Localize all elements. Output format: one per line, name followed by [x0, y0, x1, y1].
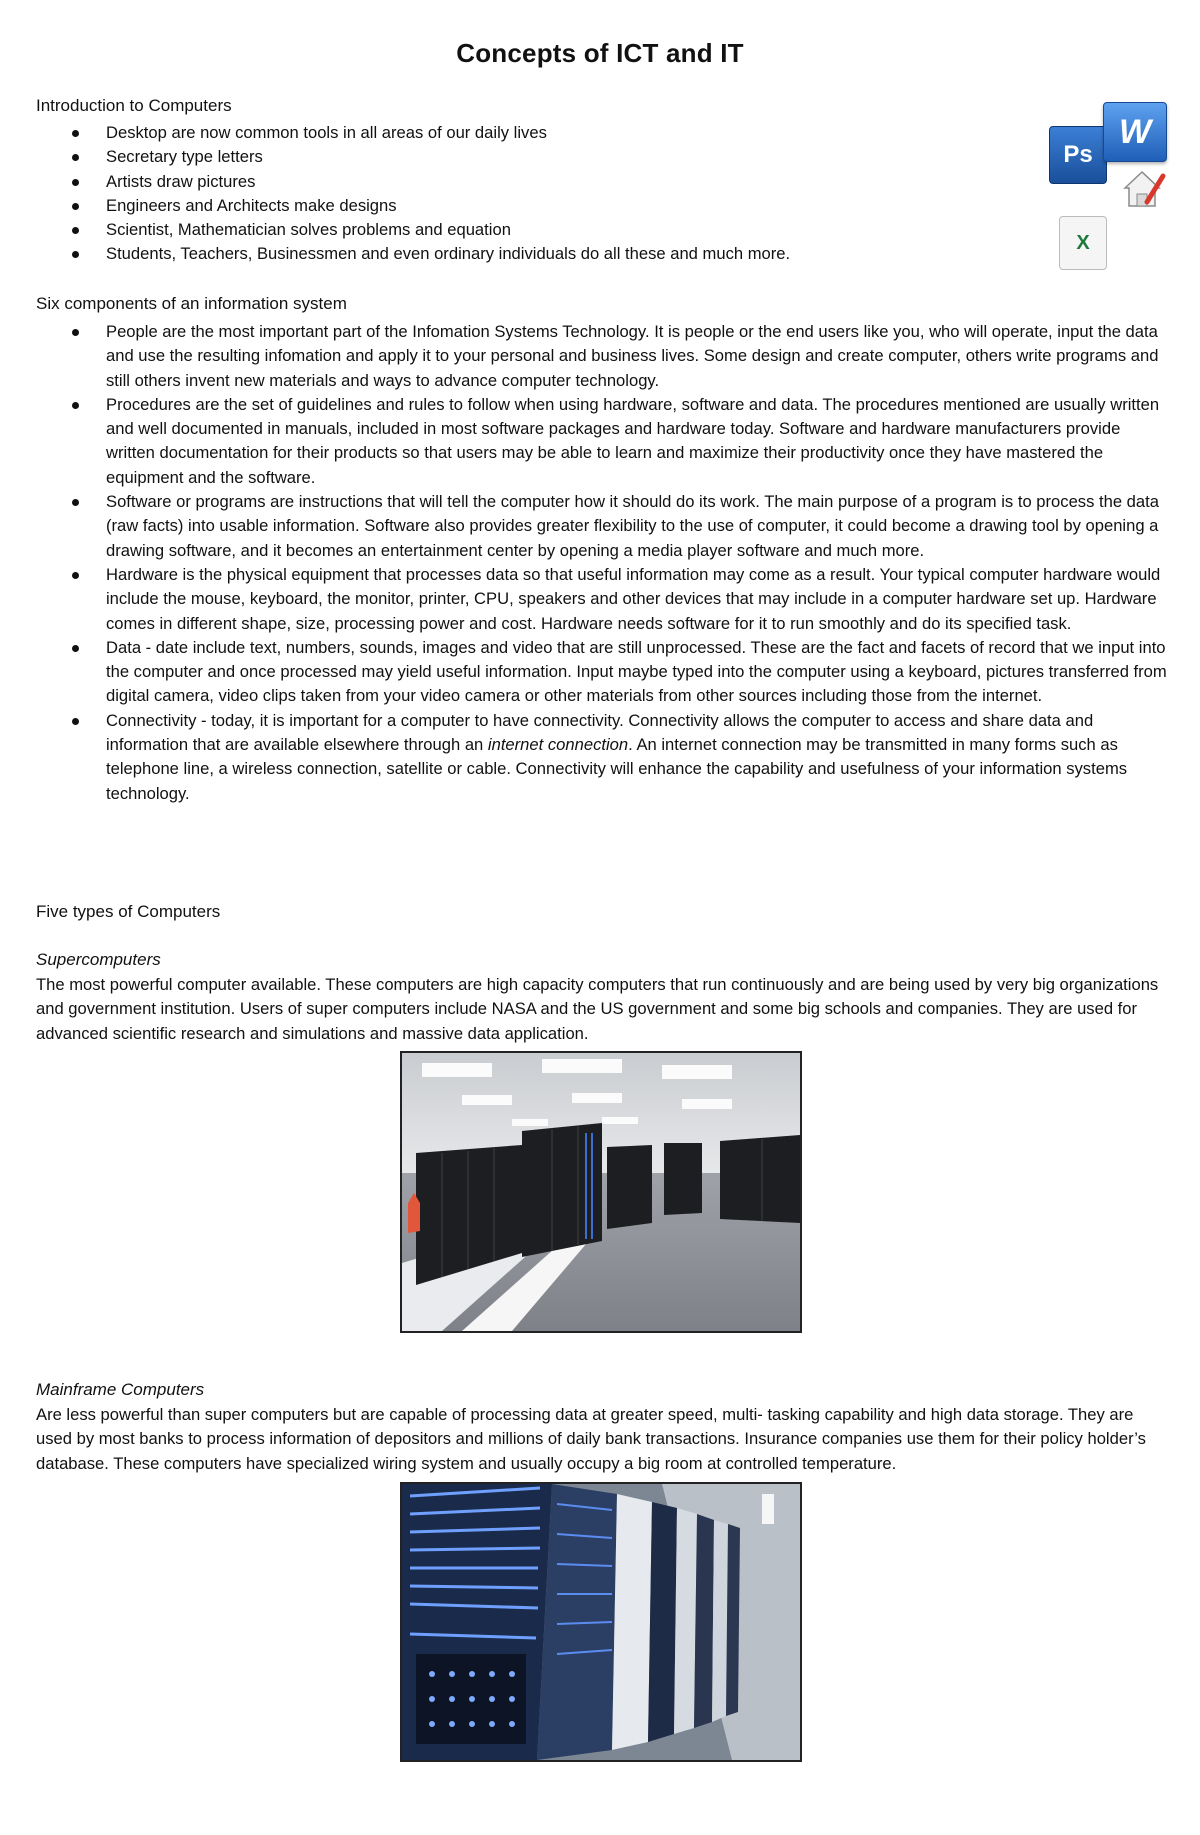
list-item: Artists draw pictures	[36, 170, 996, 194]
list-item: Engineers and Architects make designs	[36, 194, 996, 218]
components-heading: Six components of an information system	[36, 294, 347, 313]
list-item: Data - date include text, numbers, sounds, images and video that are still unprocessed. These are the fact and facets of record that we input into the computer and once processed may yield useful information. Input maybe typed into the computer using a keyboard, pictures transferred from digital camera, video clips taken from your video camera or other materials from other sources including those from the internet.	[36, 636, 1171, 709]
mainframe-text: Are less powerful than super computers but are capable of processing data at greater speed, multi- tasking capability and high data storage. They are used by most banks to process information of depositors and millions of daily bank transactions. Insurance companies use them for their policy holder’s database. These computers have specialized wiring system and usually occupy a big room at controlled temperature.	[36, 1405, 1146, 1473]
list-item: Scientist, Mathematician solves problems and equation	[36, 218, 996, 242]
supercomputers-heading: Supercomputers	[36, 950, 161, 969]
list-item: Students, Teachers, Businessmen and even ordinary individuals do all these and much more.	[36, 242, 996, 266]
types-heading: Five types of Computers	[36, 902, 221, 921]
list-item: Secretary type letters	[36, 145, 996, 169]
supercomputers-text: The most powerful computer available. These computers are high capacity computers that run continuously and are being used by very big organizations and government institution. Users of super computers include NASA and the US government and some big schools and companies. They are used for advanced scientific research and simulations and massive data application.	[36, 975, 1159, 1043]
intro-heading: Introduction to Computers	[36, 96, 232, 115]
page-title: Concepts of ICT and IT	[456, 38, 744, 68]
list-item: Desktop are now common tools in all areas of our daily lives	[36, 121, 996, 145]
connectivity-emphasis: internet connection	[487, 735, 629, 755]
components-list	[36, 320, 1171, 806]
supercomputer-photo	[400, 1051, 802, 1333]
intro-list	[36, 121, 996, 267]
connectivity-text-end: . An internet connection may be transmitted in many forms such as telephone line, a wireless connection, satellite or cable. Connectivity will enhance the capability and usefulness of your information systems technology.	[106, 735, 1128, 803]
list-item: People are the most important part of the Infomation Systems Technology. It is people or the end users like you, who will operate, input the data and use the resulting infomation and apply it to your personal and business lives. Some design and create computer, others write programs and still others invent new materials and ways to advance computer technology.	[36, 320, 1171, 393]
home-icon	[1117, 162, 1167, 212]
excel-icon: X	[1059, 216, 1107, 270]
connectivity-text: Connectivity - today, it is important for a computer to have connectivity. Connectivity allows the computer to access and share data and information that are available elsewhere through an	[106, 710, 1094, 755]
list-item: Hardware is the physical equipment that processes data so that useful information may come as a result. Your typical computer hardware would include the mouse, keyboard, the monitor, printer, CPU, speakers and other devices that may include in a computer hardware set up. Hardware comes in different shape, size, processing power and cost. Hardware needs software for it to run smoothly and do its specified task.	[36, 563, 1171, 636]
photoshop-icon: Ps	[1049, 126, 1107, 184]
list-item: Procedures are the set of guidelines and rules to follow when using hardware, software and data. The procedures mentioned are usually written and well documented in manuals, included in most software packages and hardware today. Software and hardware manufacturers provide written documentation for their products so that users may be able to learn and maximize their productivity once they have mastered the equipment and the software.	[36, 393, 1171, 490]
word-icon: W	[1103, 102, 1167, 162]
mainframe-photo	[400, 1482, 802, 1762]
list-item	[36, 709, 1171, 806]
office-app-icons	[1045, 100, 1175, 275]
mainframe-heading: Mainframe Computers	[36, 1380, 205, 1399]
list-item: Software or programs are instructions that will tell the computer how it should do its work. The main purpose of a program is to process the data (raw facts) into usable information. Software also provides greater flexibility to the use of computer, it could become a drawing tool by opening a drawing software, and it becomes an entertainment center by opening a media player software and much more.	[36, 490, 1171, 563]
